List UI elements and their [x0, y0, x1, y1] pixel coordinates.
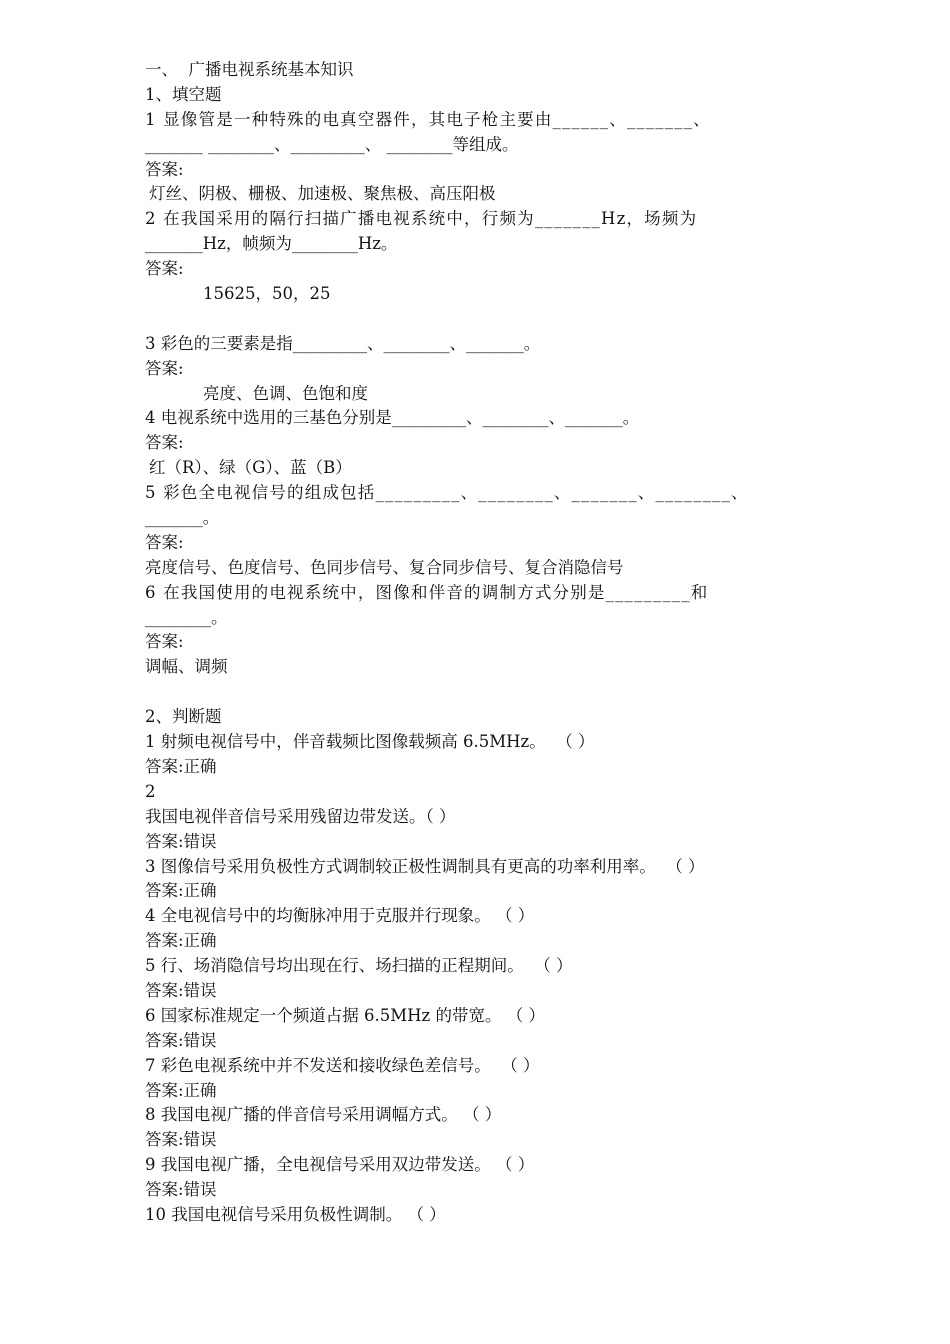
tf-answer-2: 答案:错误 [145, 831, 217, 851]
answer-text: 调幅、调频 [145, 657, 228, 677]
tf-answer-3: 答案:正确 [145, 881, 217, 901]
question-3-line-1: 3 彩色的三要素是指_________、________、_______。 [145, 333, 541, 353]
spacer [145, 307, 820, 332]
document-body [145, 58, 820, 1228]
tf-answer-9: 答案:错误 [145, 1180, 217, 1200]
tf-question-7: 7 彩色电视系统中并不发送和接收绿色差信号。 （ ） [145, 1055, 540, 1075]
tf-question-4: 4 全电视信号中的均衡脉冲用于克服并行现象。 （ ） [145, 906, 535, 926]
tf-question-10: 10 我国电视信号采用负极性调制。 （ ） [145, 1204, 446, 1224]
tf-answer-5: 答案:错误 [145, 980, 217, 1000]
tf-question-5: 5 行、场消隐信号均出现在行、场扫描的正程期间。 （ ） [145, 956, 573, 976]
answer-text: 灯丝、阴极、栅极、加速极、聚焦极、高压阳极 [149, 184, 496, 204]
question-5-line-1: 5 彩色全电视信号的组成包括_________、________、_______、________、 [145, 483, 749, 503]
tf-answer-7: 答案:正确 [145, 1080, 217, 1100]
true-false-title: 2、判断题 [145, 707, 222, 727]
question-5-line-2: _______。 [145, 508, 220, 528]
tf-question-2: 我国电视伴音信号采用残留边带发送。（ ） [145, 806, 456, 826]
question-6-line-1: 6 在我国使用的电视系统中，图像和伴音的调制方式分别是_________和 [145, 582, 709, 602]
tf-question-9: 9 我国电视广播，全电视信号采用双边带发送。 （ ） [145, 1155, 535, 1175]
tf-question-8: 8 我国电视广播的伴音信号采用调幅方式。 （ ） [145, 1105, 502, 1125]
tf-question-3: 3 图像信号采用负极性方式调制较正极性调制具有更高的功率利用率。 （ ） [145, 856, 705, 876]
question-4-line-1: 4 电视系统中选用的三基色分别是_________、________、_______。 [145, 408, 640, 428]
answer-label: 答案: [145, 632, 184, 652]
question-1-line-1: 1 显像管是一种特殊的电真空器件，其电子枪主要由______、_______、 [145, 109, 711, 129]
answer-label: 答案: [145, 259, 184, 279]
tf-question-2-number: 2 [145, 781, 156, 801]
spacer [145, 680, 820, 705]
answer-text: 红（R）、绿（G）、蓝（B） [149, 458, 352, 478]
question-2-line-2: _______Hz，帧频为________Hz。 [145, 234, 398, 254]
tf-answer-4: 答案:正确 [145, 931, 217, 951]
tf-question-6: 6 国家标准规定一个频道占据 6.5MHz 的带宽。 （ ） [145, 1005, 545, 1025]
question-2-line-1: 2 在我国采用的隔行扫描广播电视系统中，行频为_______Hz，场频为 [145, 209, 698, 229]
tf-question-1: 1 射频电视信号中，伴音载频比图像载频高 6.5MHz。 （ ） [145, 732, 595, 752]
question-1-line-2: _______ ________、_________、 ________等组成。 [145, 134, 519, 154]
tf-answer-1: 答案:正确 [145, 756, 217, 776]
tf-answer-8: 答案:错误 [145, 1130, 217, 1150]
answer-label: 答案: [145, 358, 184, 378]
answer-label: 答案: [145, 532, 184, 552]
fill-blank-title: 1、填空题 [145, 84, 222, 104]
question-6-line-2: ________。 [145, 607, 228, 627]
answer-label: 答案: [145, 159, 184, 179]
answer-text: 亮度信号、色度信号、色同步信号、复合同步信号、复合消隐信号 [145, 557, 624, 577]
tf-answer-6: 答案:错误 [145, 1030, 217, 1050]
answer-text: 15625，50，25 [203, 284, 331, 304]
answer-label: 答案: [145, 433, 184, 453]
answer-text: 亮度、色调、色饱和度 [203, 383, 368, 403]
section-title: 一、 广播电视系统基本知识 [145, 60, 354, 79]
